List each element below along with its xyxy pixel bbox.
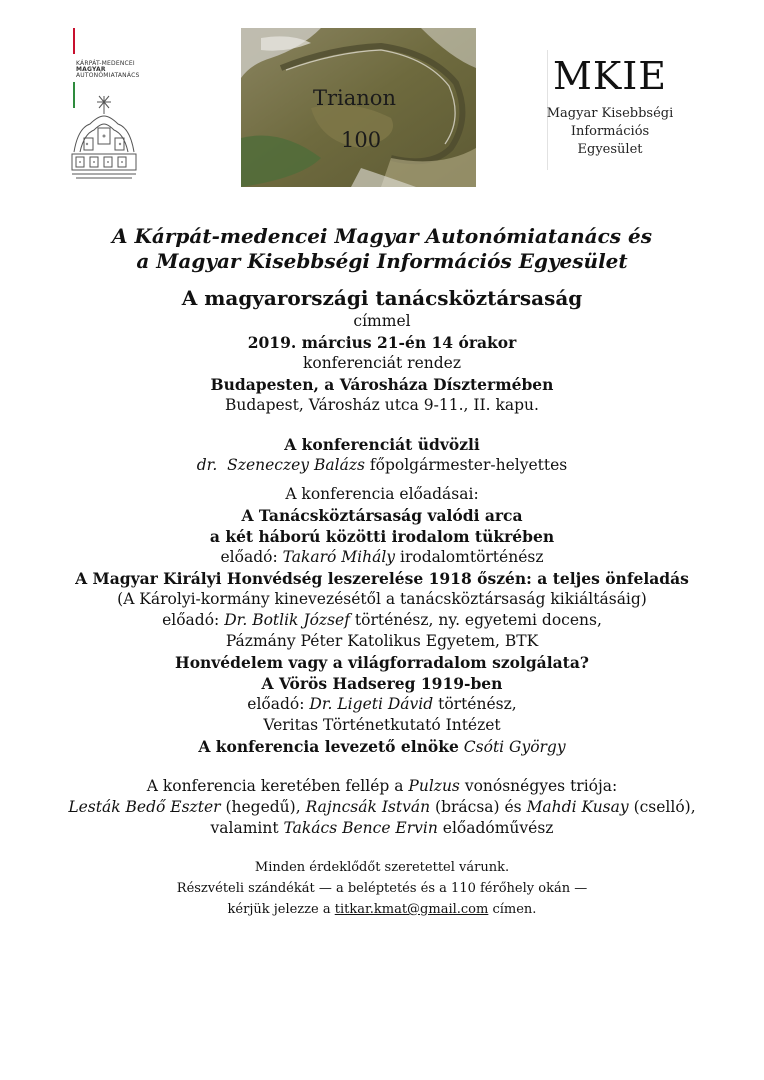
trianon-satellite-image: [241, 28, 476, 187]
talk3-title-line1: Honvédelem vagy a világforradalom szolgálata?: [175, 653, 589, 672]
talk3-speaker: Dr. Ligeti Dávid: [309, 695, 434, 713]
event-address: Budapest, Városház utca 9-11., II. kapu.: [225, 396, 539, 414]
music-suffix: vonósnégyes triója:: [459, 777, 618, 795]
greeting-name: Szeneczey Balázs: [227, 456, 365, 474]
organizers-line2: a Magyar Kisebbségi Információs Egyesület: [136, 249, 628, 273]
event-title-suffix: címmel: [353, 312, 411, 330]
talk2-speaker-prefix: előadó:: [162, 611, 225, 629]
header: [0, 0, 764, 200]
talk3-speaker-line: [0, 694, 764, 715]
performer4-name: Takács Bence Ervin: [283, 819, 438, 837]
talk1-speaker-prefix: előadó:: [220, 548, 283, 566]
performer2-name: Rajncsák István: [305, 798, 431, 816]
mkie-line3: Egyesület: [577, 142, 643, 157]
greeting-heading: A konferenciát üdvözli: [284, 435, 480, 454]
kmat-logo-line1: KÁRPÁT-MEDENCEI: [76, 60, 135, 67]
moderator-line: [0, 736, 764, 758]
kmat-logo-line3: AUTONÓMIATANÁCS: [76, 72, 140, 79]
mkie-line1: Magyar Kisebbségi: [546, 106, 674, 121]
performer1-role: (hegedű),: [220, 798, 306, 816]
talk3-speaker-prefix: előadó:: [247, 695, 310, 713]
greeting-role: főpolgármester-helyettes: [364, 456, 568, 474]
contact-email-link[interactable]: titkar.kmat@gmail.com: [334, 902, 489, 917]
talk1-title-line1: A Tanácsköztársaság valódi arca: [241, 506, 523, 525]
talk2-speaker: Dr. Botlik József: [224, 611, 350, 629]
event-action: konferenciát rendez: [302, 354, 462, 372]
talk2-title: A Magyar Királyi Honvédség leszerelése 1918 őszén: a teljes önfeladás: [75, 569, 689, 588]
performer3-name: Mahdi Kusay: [526, 798, 629, 816]
talk1-speaker: Takaró Mihály: [282, 548, 396, 566]
footer-line3: [0, 899, 764, 920]
talks-heading: A konferencia előadásai:: [285, 485, 479, 503]
talk2-speaker-role: történész, ny. egyetemi docens,: [349, 611, 602, 629]
music-line3: [0, 818, 764, 839]
image-title: Trianon: [313, 86, 396, 110]
flag-stripe-red: [73, 28, 75, 54]
music-ensemble: Pulzus: [408, 777, 460, 795]
moderator-label: A konferencia levezető elnöke: [198, 737, 459, 756]
talk3-affiliation: Veritas Történetkutató Intézet: [263, 716, 501, 734]
music-prefix: A konferencia keretében fellép a: [146, 777, 409, 795]
music-line1: [0, 776, 764, 797]
greeting-line: [0, 455, 764, 476]
talk1-speaker-line: [0, 547, 764, 568]
talk1-title-line2: a két háború közötti irodalom tükrében: [209, 527, 555, 546]
kmat-logo: [70, 28, 150, 188]
performer4-role: előadóművész: [437, 819, 554, 837]
talk3-speaker-role: történész,: [433, 695, 517, 713]
mkie-line2: Információs: [570, 124, 650, 139]
invitation-body: [0, 224, 764, 920]
footer-line2: Részvételi szándékát — a beléptetés és a 110 férőhely okán —: [176, 881, 588, 896]
talk2-subtitle: (A Károlyi-kormány kinevezésétől a tanácsköztársaság kikiáltásáig): [117, 590, 647, 608]
event-datetime: 2019. március 21-én 14 órakor: [247, 333, 517, 352]
organizers-line1: A Kárpát-medencei Magyar Autonómiatanács és: [112, 224, 652, 248]
talk1-speaker-role: irodalomtörténész: [395, 548, 544, 566]
music-line2: [0, 797, 764, 818]
event-venue: Budapesten, a Városháza Dísztermében: [210, 375, 554, 394]
footer-line3-prefix: kérjük jelezze a: [227, 902, 335, 917]
footer-line3-suffix: címen.: [488, 902, 537, 917]
kmat-logo-line2: MAGYAR: [76, 66, 106, 73]
mkie-acronym: MKIE: [552, 54, 668, 98]
performer3-role: (cselló),: [628, 798, 696, 816]
holy-crown-emblem-icon: [70, 94, 140, 186]
talk3-title-line2: A Vörös Hadsereg 1919-ben: [261, 674, 503, 693]
talk2-speaker-line: [0, 610, 764, 631]
mkie-logo: [545, 50, 675, 180]
talk2-affiliation: Pázmány Péter Katolikus Egyetem, BTK: [225, 632, 539, 650]
image-number: 100: [341, 128, 382, 152]
footer-line1: Minden érdeklődőt szeretettel várunk.: [254, 860, 510, 875]
performer1-name: Lesták Bedő Eszter: [68, 798, 221, 816]
performer2-role: (brácsa) és: [430, 798, 527, 816]
music-line3-prefix: valamint: [210, 819, 284, 837]
greeting-title-prefix: dr.: [196, 456, 218, 474]
event-title: A magyarországi tanácsköztársaság: [181, 286, 583, 310]
moderator-name: Csóti György: [463, 738, 566, 756]
